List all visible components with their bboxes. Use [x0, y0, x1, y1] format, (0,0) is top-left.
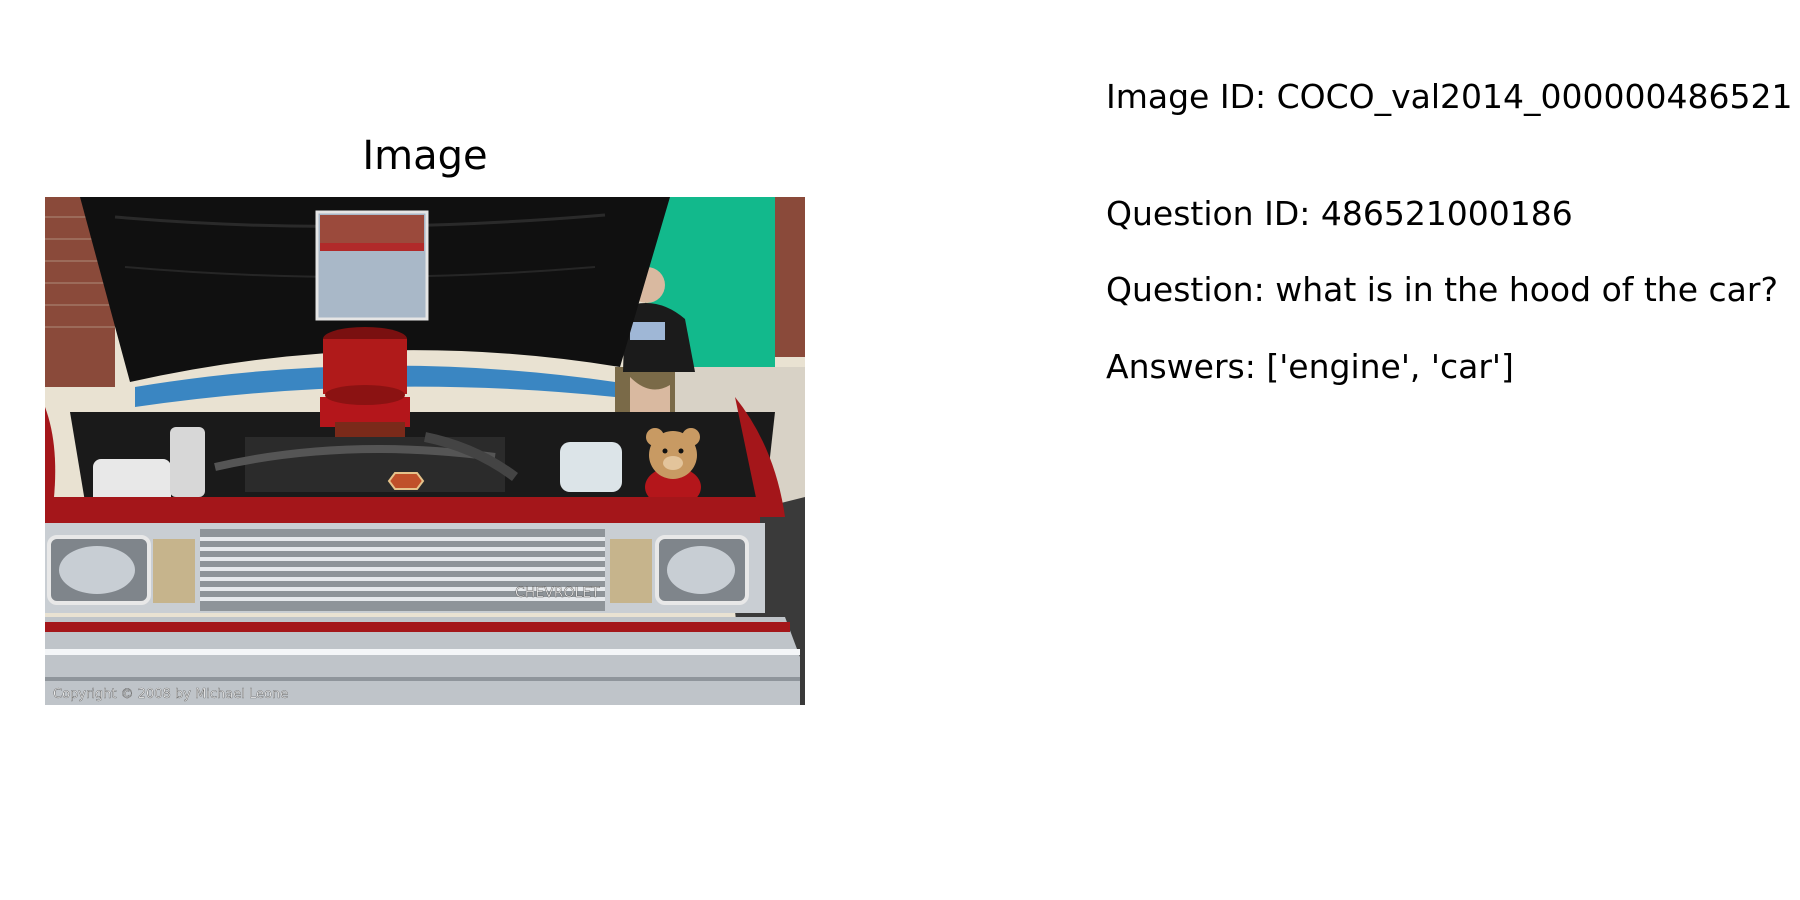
copyright-watermark: Copyright © 2008 by Michael Leone — [53, 687, 289, 702]
grille-badge-text: CHEVROLET — [515, 585, 600, 601]
chevrolet-bowtie — [389, 473, 423, 489]
parking-light-left — [153, 539, 195, 603]
teddy-bear — [645, 428, 701, 507]
oil-canister — [170, 427, 205, 497]
washer-bottle — [560, 442, 622, 492]
brick-wall-right — [775, 197, 805, 357]
image-id-text: Image ID: COCO_val2014_000000486521 — [1106, 77, 1793, 116]
car-engine-photo — [45, 197, 805, 705]
parking-light-right — [610, 539, 652, 603]
image-panel-title: Image — [362, 133, 488, 179]
question-text: Question: what is in the hood of the car? — [1106, 270, 1778, 309]
answers-text: Answers: ['engine', 'car'] — [1106, 347, 1514, 386]
car-body-top — [45, 497, 760, 527]
question-id-text: Question ID: 486521000186 — [1106, 194, 1573, 233]
